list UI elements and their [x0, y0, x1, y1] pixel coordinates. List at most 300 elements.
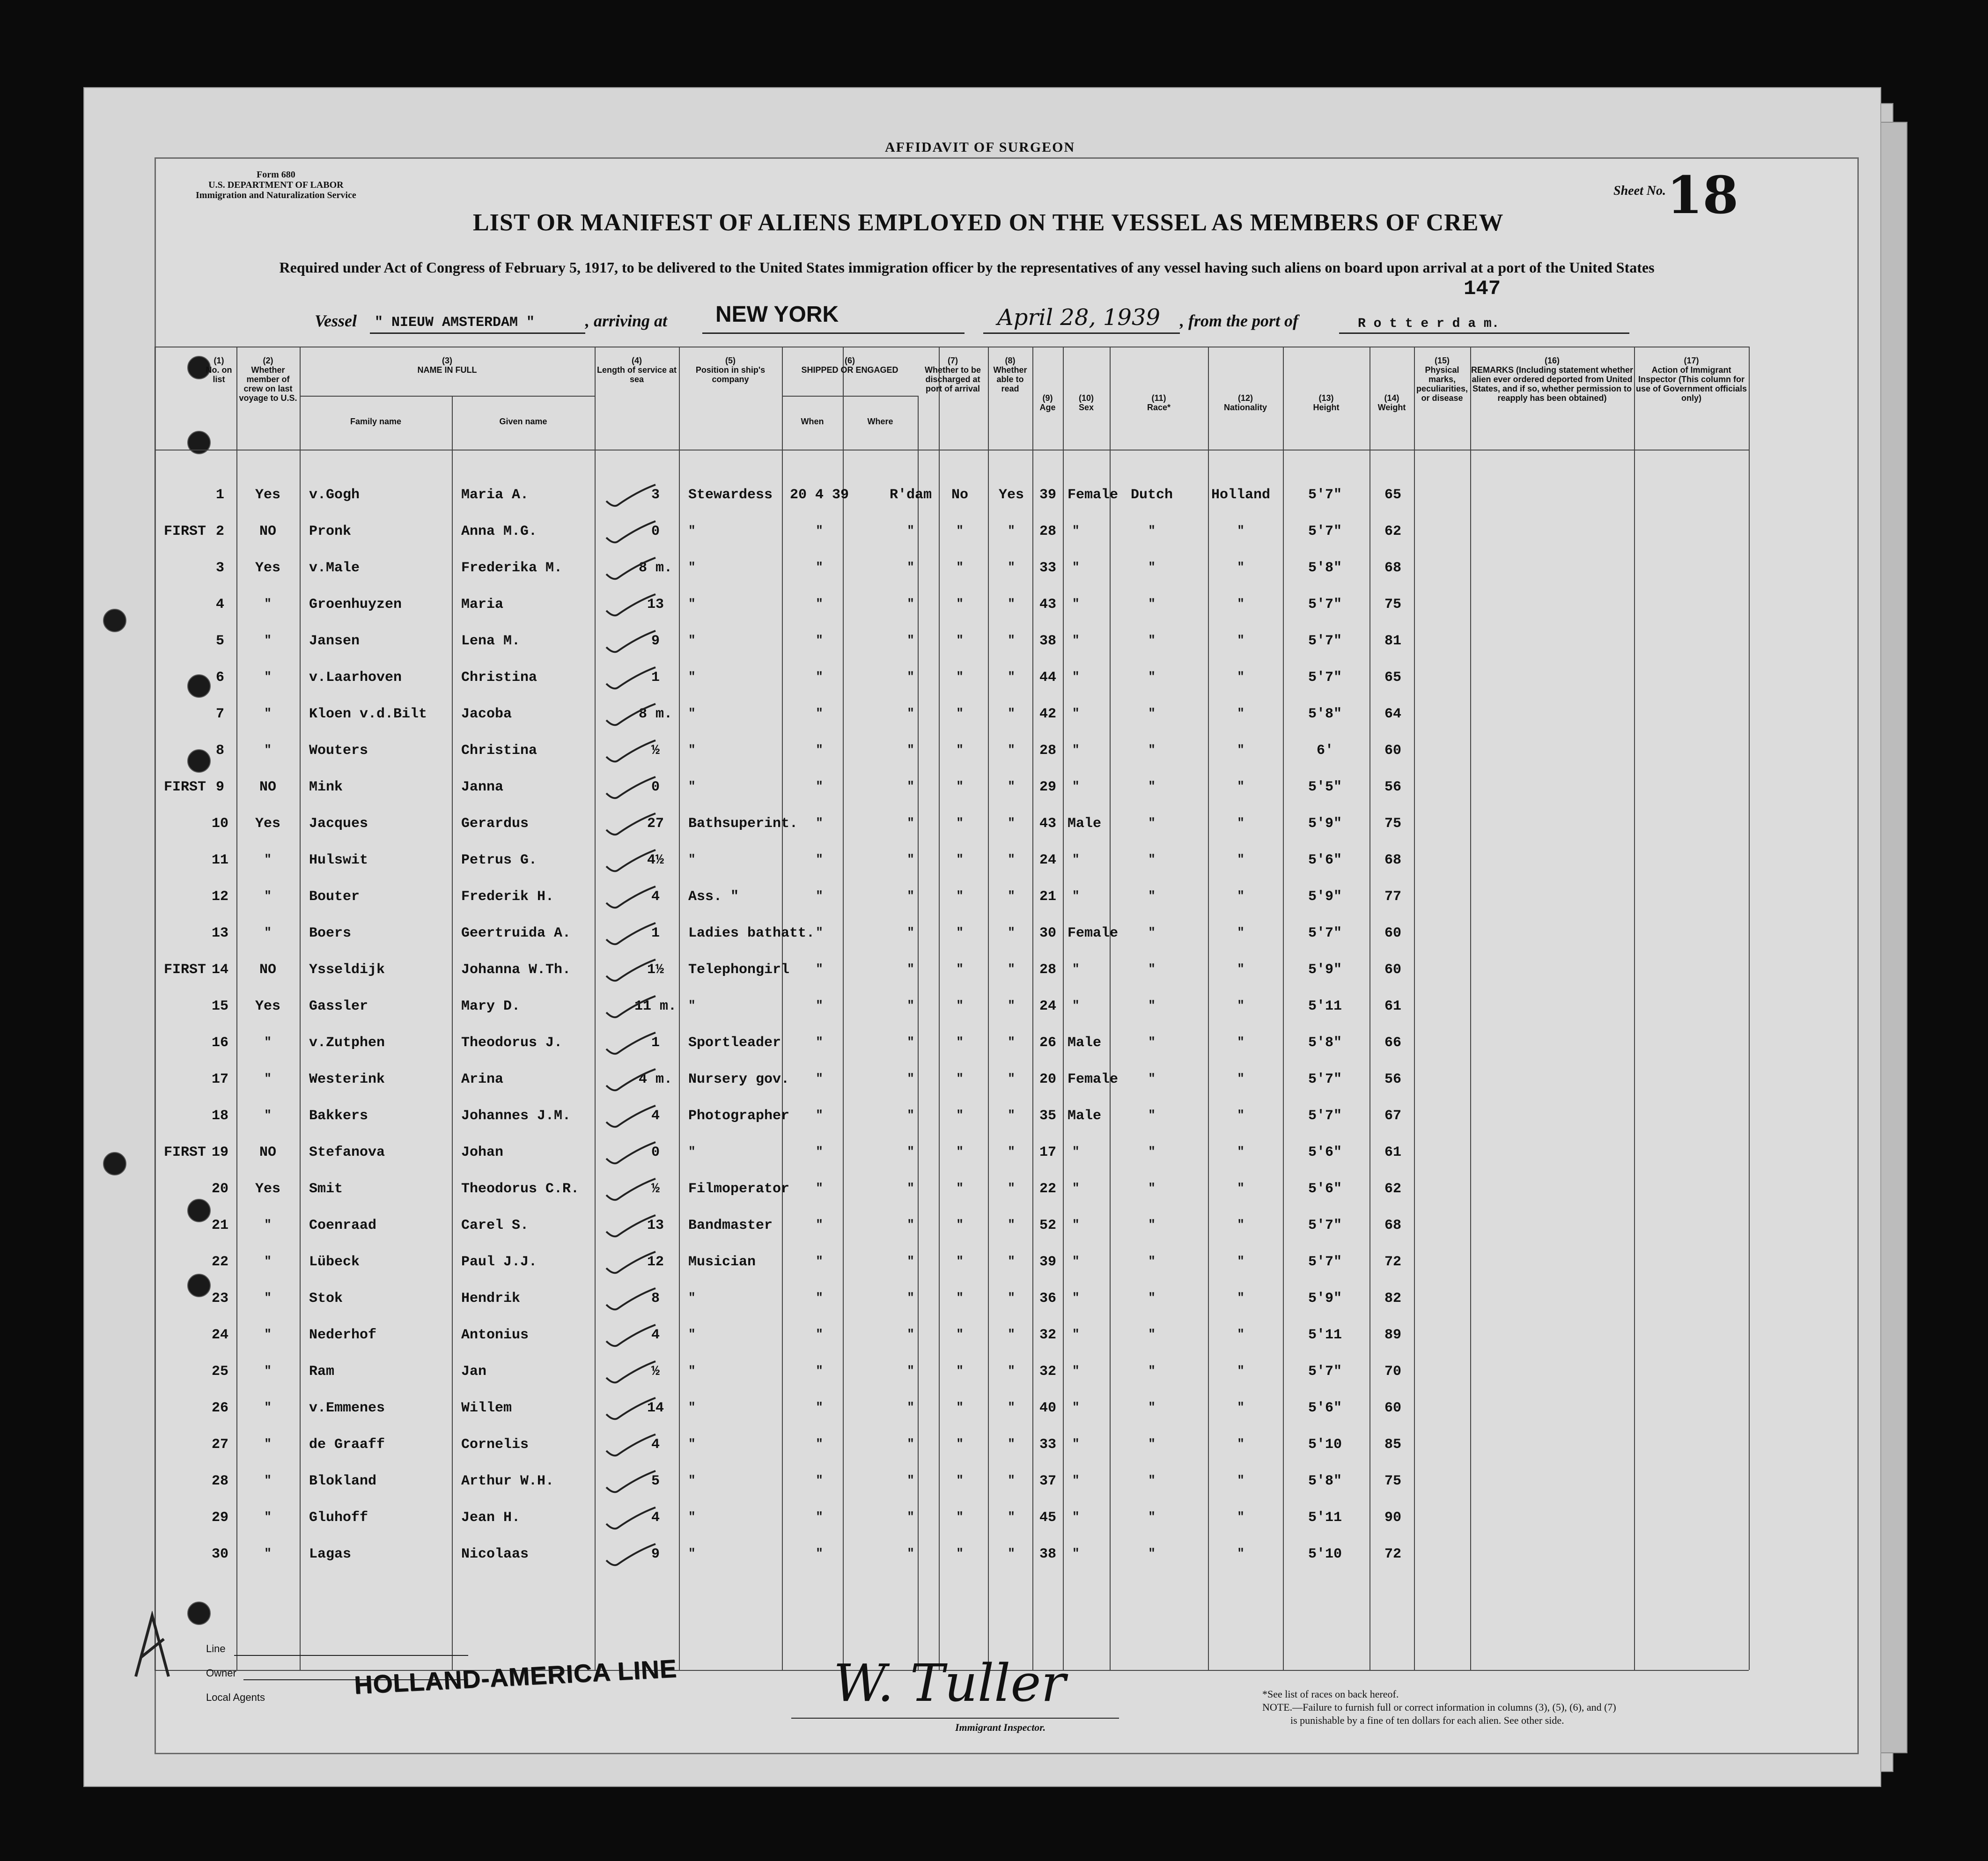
cell-where: ": [907, 779, 914, 793]
cell-race: ": [1148, 1291, 1156, 1305]
column-header: [918, 356, 988, 393]
cell-given: Antonius: [461, 1327, 529, 1343]
check-mark-icon: [604, 1030, 660, 1058]
cell-nationality: ": [1237, 1071, 1244, 1086]
cell-margin: FIRST: [164, 1145, 206, 1160]
cell-sex: ": [1072, 962, 1080, 976]
cell-nationality: ": [1237, 779, 1244, 793]
cell-age: 44: [1039, 670, 1056, 686]
column-header: [236, 356, 300, 403]
cell-position: ": [688, 1145, 696, 1159]
cell-family: Ysseldijk: [309, 962, 385, 978]
check-mark-icon: [604, 1542, 660, 1570]
cell-position: Sportleader: [688, 1035, 781, 1051]
cell-no: 2: [215, 524, 224, 539]
cell-when: ": [816, 597, 823, 611]
cell-age: 39: [1039, 487, 1056, 503]
cell-race: ": [1148, 925, 1156, 939]
cell-given: Maria A.: [461, 487, 529, 503]
cell-nationality: ": [1237, 889, 1244, 903]
column-label: No. on list: [206, 365, 232, 384]
binder-hole: [103, 609, 126, 632]
cell-read: ": [1008, 1218, 1015, 1232]
cell-sex: ": [1072, 1291, 1080, 1305]
cell-height: 5'8": [1308, 560, 1342, 576]
cell-service: 4: [651, 1327, 660, 1343]
cell-read: ": [1008, 925, 1015, 939]
cell-given: Arina: [461, 1071, 504, 1087]
cell-sex: ": [1072, 743, 1080, 757]
cell-given: Johan: [461, 1145, 504, 1160]
cell-prev: ": [264, 1108, 272, 1122]
cell-nationality: ": [1237, 852, 1244, 866]
column-header: [782, 356, 918, 375]
cell-read: ": [1008, 1546, 1015, 1560]
column-header: [300, 417, 452, 426]
cell-service: ½: [651, 743, 660, 759]
cell-sex: Male: [1068, 816, 1102, 832]
cell-position: ": [688, 670, 696, 684]
cell-read: ": [1008, 1145, 1015, 1159]
cell-race: ": [1148, 1364, 1156, 1378]
cell-height: 5'7": [1308, 1364, 1342, 1380]
cell-family: Westerink: [309, 1071, 385, 1087]
cell-nationality: ": [1237, 706, 1244, 720]
cell-race: ": [1148, 1071, 1156, 1086]
cell-race: ": [1148, 597, 1156, 611]
cell-where: ": [907, 1364, 914, 1378]
cell-position: ": [688, 852, 696, 866]
column-header: [1063, 393, 1110, 412]
cell-age: 38: [1039, 1546, 1056, 1562]
cell-position: ": [688, 1364, 696, 1378]
column-number: (2): [263, 356, 273, 365]
cell-margin: FIRST: [164, 524, 206, 539]
cell-prev: Yes: [255, 1181, 280, 1197]
vessel-label: Vessel: [315, 311, 357, 330]
races-note: *See list of races on back hereof.: [1262, 1688, 1399, 1700]
cell-given: Jan: [461, 1364, 487, 1380]
binder-hole: [187, 1602, 211, 1625]
check-mark-icon: [604, 555, 660, 583]
cell-position: ": [688, 1327, 696, 1341]
cell-service: ½: [651, 1364, 660, 1380]
cell-sex: ": [1072, 1254, 1080, 1268]
column-number: (13): [1318, 393, 1334, 403]
cell-race: ": [1148, 1145, 1156, 1159]
cell-nationality: ": [1237, 1364, 1244, 1378]
inspector-signature: W. Tuller: [833, 1653, 1066, 1713]
cell-position: Ladies bathatt.: [688, 925, 815, 941]
page-title: LIST OR MANIFEST OF ALIENS EMPLOYED ON THE VESSEL AS MEMBERS OF CREW: [473, 209, 1504, 236]
cell-age: 39: [1039, 1254, 1056, 1270]
cell-read: ": [1008, 816, 1015, 830]
cell-when: ": [816, 1108, 823, 1122]
cell-weight: 61: [1384, 998, 1401, 1014]
cell-when: ": [816, 670, 823, 684]
cell-sex: ": [1072, 633, 1080, 647]
grid-vertical-line: [1634, 347, 1635, 1670]
cell-where: ": [907, 962, 914, 976]
department-name: U.S. DEPARTMENT OF LABOR: [208, 180, 344, 190]
cell-height: 5'7": [1308, 487, 1342, 503]
cell-prev: ": [264, 925, 272, 939]
cell-where: ": [907, 1546, 914, 1560]
cell-nationality: ": [1237, 1108, 1244, 1122]
cell-service: 1: [651, 1035, 660, 1051]
check-mark-icon: [604, 1103, 660, 1131]
cell-height: 5'7": [1308, 1254, 1342, 1270]
cell-read: ": [1008, 889, 1015, 903]
cell-family: Kloen v.d.Bilt: [309, 706, 427, 722]
cell-when: ": [816, 889, 823, 903]
cell-weight: 72: [1384, 1254, 1401, 1270]
cell-nationality: ": [1237, 1218, 1244, 1232]
cell-discharge: ": [956, 560, 964, 574]
cell-no: 10: [211, 816, 228, 832]
arriving-port: NEW YORK: [715, 302, 839, 327]
cell-service: 11 m.: [634, 998, 677, 1014]
cell-service: 8 m.: [638, 706, 672, 722]
cell-family: Bouter: [309, 889, 360, 905]
holland-america-line-stamp: HOLLAND-AMERICA LINE: [353, 1654, 678, 1700]
cell-height: 5'8": [1308, 706, 1342, 722]
cell-when: ": [816, 1327, 823, 1341]
check-mark-icon: [604, 1396, 660, 1424]
group-divider-line: [300, 396, 595, 397]
cell-where: R'dam: [889, 487, 932, 503]
cell-when: ": [816, 1035, 823, 1049]
cell-where: ": [907, 743, 914, 757]
cell-family: Mink: [309, 779, 343, 795]
cell-sex: Female: [1068, 925, 1119, 941]
cell-service: 4: [651, 1437, 660, 1453]
cell-height: 6': [1316, 743, 1333, 759]
pencil-mark-icon: [131, 1611, 173, 1681]
cell-read: ": [1008, 1108, 1015, 1122]
cell-family: Nederhof: [309, 1327, 377, 1343]
cell-position: ": [688, 1400, 696, 1414]
cell-prev: ": [264, 889, 272, 903]
cell-height: 5'7": [1308, 670, 1342, 686]
check-mark-icon: [604, 1286, 660, 1314]
cell-service: 5: [651, 1473, 660, 1489]
check-mark-icon: [604, 994, 660, 1022]
cell-height: 5'6": [1308, 1181, 1342, 1197]
cell-weight: 65: [1384, 487, 1401, 503]
cell-discharge: ": [956, 1071, 964, 1086]
cell-read: ": [1008, 1510, 1015, 1524]
cell-discharge: ": [956, 998, 964, 1012]
cell-given: Nicolaas: [461, 1546, 529, 1562]
cell-no: 8: [215, 743, 224, 759]
cell-discharge: ": [956, 1364, 964, 1378]
column-label: Position in ship's company: [695, 365, 766, 384]
cell-race: ": [1148, 1254, 1156, 1268]
cell-sex: Male: [1068, 1035, 1102, 1051]
cell-service: 4: [651, 1108, 660, 1124]
cell-given: Geertruida A.: [461, 925, 571, 941]
cell-race: ": [1148, 1510, 1156, 1524]
cell-given: Theodorus J.: [461, 1035, 563, 1051]
cell-when: ": [816, 852, 823, 866]
cell-where: ": [907, 1218, 914, 1232]
cell-height: 5'11: [1308, 1510, 1342, 1526]
cell-age: 28: [1039, 743, 1056, 759]
cell-nationality: ": [1237, 816, 1244, 830]
cell-service: 4 m.: [638, 1071, 672, 1087]
cell-nationality: ": [1237, 1145, 1244, 1159]
cell-weight: 75: [1384, 1473, 1401, 1489]
cell-weight: 62: [1384, 524, 1401, 539]
cell-discharge: ": [956, 633, 964, 647]
cell-service: 1: [651, 670, 660, 686]
cell-no: 28: [211, 1473, 228, 1489]
cell-when: ": [816, 1071, 823, 1086]
service-name: Immigration and Naturalization Service: [196, 190, 356, 200]
cell-read: ": [1008, 779, 1015, 793]
cell-weight: 56: [1384, 779, 1401, 795]
cell-discharge: ": [956, 597, 964, 611]
cell-family: Coenraad: [309, 1218, 377, 1233]
column-header: [782, 417, 843, 426]
cell-height: 5'8": [1308, 1035, 1342, 1051]
cell-read: ": [1008, 560, 1015, 574]
cell-where: ": [907, 1181, 914, 1195]
cell-family: v.Laarhoven: [309, 670, 402, 686]
column-label: Where: [867, 417, 893, 426]
from-port: R o t t e r d a m.: [1358, 317, 1500, 331]
cell-where: ": [907, 925, 914, 939]
cell-prev: Yes: [255, 487, 280, 503]
cell-service: 1: [651, 925, 660, 941]
cell-family: Smit: [309, 1181, 343, 1197]
cell-read: ": [1008, 1035, 1015, 1049]
cell-nationality: ": [1237, 633, 1244, 647]
cell-sex: ": [1072, 524, 1080, 538]
column-number: (16): [1544, 356, 1560, 365]
cell-age: 43: [1039, 597, 1056, 613]
cell-family: Pronk: [309, 524, 352, 539]
cell-position: ": [688, 560, 696, 574]
page-subtitle: Required under Act of Congress of February 5, 1917, to be delivered to the United States immigration officer by the representatives of any vessel having such aliens on board upon arrival at a port of the United States: [279, 259, 1655, 276]
cell-given: Willem: [461, 1400, 512, 1416]
cell-service: 4: [651, 1510, 660, 1526]
cell-position: ": [688, 597, 696, 611]
cell-discharge: ": [956, 670, 964, 684]
cell-read: ": [1008, 1364, 1015, 1378]
cell-race: ": [1148, 1181, 1156, 1195]
cell-read: ": [1008, 670, 1015, 684]
column-label: Given name: [499, 417, 547, 426]
cell-position: Ass. ": [688, 889, 739, 905]
cell-position: Musician: [688, 1254, 756, 1270]
binder-hole: [103, 1152, 126, 1175]
cell-family: Hulswit: [309, 852, 368, 868]
cell-position: ": [688, 706, 696, 720]
cell-when: ": [816, 925, 823, 939]
cell-nationality: ": [1237, 1291, 1244, 1305]
cell-age: 45: [1039, 1510, 1056, 1526]
cell-discharge: ": [956, 852, 964, 866]
check-mark-icon: [604, 1505, 660, 1533]
column-number: (9): [1042, 393, 1053, 403]
column-number: (1): [214, 356, 224, 365]
cell-no: 19: [211, 1145, 228, 1160]
cell-weight: 66: [1384, 1035, 1401, 1051]
cell-where: ": [907, 633, 914, 647]
footer-note: [1262, 1688, 1754, 1727]
cell-when: ": [816, 1254, 823, 1268]
signature-underline: [791, 1718, 1119, 1719]
cell-age: 20: [1039, 1071, 1056, 1087]
cell-where: ": [907, 852, 914, 866]
cell-sex: Male: [1068, 1108, 1102, 1124]
cell-race: ": [1148, 998, 1156, 1012]
cell-family: Gassler: [309, 998, 368, 1014]
cell-discharge: ": [956, 743, 964, 757]
cell-position: ": [688, 1546, 696, 1560]
cell-service: 3: [651, 487, 660, 503]
cell-sex: ": [1072, 560, 1080, 574]
cell-race: ": [1148, 743, 1156, 757]
column-label: Race*: [1147, 403, 1171, 412]
cell-where: ": [907, 524, 914, 538]
cell-no: 18: [211, 1108, 228, 1124]
cell-no: 25: [211, 1364, 228, 1380]
cell-weight: 60: [1384, 962, 1401, 978]
cell-weight: 62: [1384, 1181, 1401, 1197]
cell-weight: 81: [1384, 633, 1401, 649]
cell-family: Lagas: [309, 1546, 352, 1562]
cell-where: ": [907, 1108, 914, 1122]
column-number: (6): [845, 356, 855, 365]
cell-when: ": [816, 1145, 823, 1159]
cell-read: ": [1008, 962, 1015, 976]
check-mark-icon: [604, 811, 660, 839]
cell-family: Bakkers: [309, 1108, 368, 1124]
cell-sex: ": [1072, 670, 1080, 684]
cell-race: ": [1148, 889, 1156, 903]
cell-read: ": [1008, 1291, 1015, 1305]
cell-read: ": [1008, 1473, 1015, 1487]
cell-service: 8: [651, 1291, 660, 1307]
cell-family: Groenhuyzen: [309, 597, 402, 613]
cell-height: 5'9": [1308, 889, 1342, 905]
cell-race: ": [1148, 1035, 1156, 1049]
grid-vertical-line: [1749, 347, 1750, 1670]
check-mark-icon: [604, 884, 660, 912]
cell-prev: ": [264, 1327, 272, 1341]
cell-read: ": [1008, 633, 1015, 647]
cell-prev: NO: [259, 1145, 276, 1160]
column-label: Height: [1313, 403, 1340, 412]
column-number: (10): [1078, 393, 1094, 403]
cell-prev: ": [264, 706, 272, 720]
cell-given: Johanna W.Th.: [461, 962, 571, 978]
cell-sex: Female: [1068, 1071, 1119, 1087]
cell-prev: ": [264, 1437, 272, 1451]
cell-sex: ": [1072, 1546, 1080, 1560]
cell-race: ": [1148, 706, 1156, 720]
cell-age: 28: [1039, 524, 1056, 539]
column-label: Sex: [1078, 403, 1094, 412]
cell-discharge: ": [956, 1035, 964, 1049]
cell-race: ": [1148, 1218, 1156, 1232]
check-mark-icon: [604, 628, 660, 657]
cell-prev: Yes: [255, 998, 280, 1014]
penalty-note: NOTE.—Failure to furnish full or correct information in columns (3), (5), (6), and (7): [1262, 1701, 1616, 1713]
check-mark-icon: [604, 1469, 660, 1497]
vessel-name: " NIEUW AMSTERDAM ": [375, 315, 535, 331]
cell-when: ": [816, 1437, 823, 1451]
cell-sex: ": [1072, 1400, 1080, 1414]
cell-where: ": [907, 1291, 914, 1305]
cell-discharge: ": [956, 1437, 964, 1451]
column-label: Family name: [350, 417, 402, 426]
cell-discharge: ": [956, 1510, 964, 1524]
immigrant-inspector-label: Immigrant Inspector.: [955, 1721, 1046, 1733]
cell-race: ": [1148, 1473, 1156, 1487]
binder-hole: [187, 431, 211, 454]
cell-no: 7: [215, 706, 224, 722]
cell-read: ": [1008, 1400, 1015, 1414]
cell-service: 13: [647, 1218, 664, 1233]
cell-nationality: ": [1237, 925, 1244, 939]
cell-when: ": [816, 1546, 823, 1560]
cell-age: 33: [1039, 1437, 1056, 1453]
grid-vertical-line: [595, 347, 596, 1670]
cell-nationality: Holland: [1211, 487, 1271, 503]
cell-sex: ": [1072, 1473, 1080, 1487]
cell-nationality: ": [1237, 560, 1244, 574]
cell-nationality: ": [1237, 962, 1244, 976]
cell-service: 4½: [647, 852, 664, 868]
cell-age: 40: [1039, 1400, 1056, 1416]
column-label: SHIPPED OR ENGAGED: [801, 365, 898, 375]
cell-height: 5'7": [1308, 524, 1342, 539]
cell-position: Bandmaster: [688, 1218, 773, 1233]
cell-age: 38: [1039, 633, 1056, 649]
cell-discharge: ": [956, 779, 964, 793]
cell-read: ": [1008, 524, 1015, 538]
cell-age: 28: [1039, 962, 1056, 978]
cell-position: ": [688, 998, 696, 1012]
cell-family: Jansen: [309, 633, 360, 649]
list-number: 147: [1464, 277, 1501, 301]
cell-service: 1½: [647, 962, 664, 978]
cell-nationality: ": [1237, 1181, 1244, 1195]
cell-family: Lübeck: [309, 1254, 360, 1270]
cell-when: ": [816, 743, 823, 757]
cell-sex: ": [1072, 1327, 1080, 1341]
column-header: [679, 356, 782, 384]
cell-family: Ram: [309, 1364, 335, 1380]
cell-age: 32: [1039, 1364, 1056, 1380]
cell-where: ": [907, 998, 914, 1012]
cell-age: 29: [1039, 779, 1056, 795]
cell-read: ": [1008, 706, 1015, 720]
cell-height: 5'9": [1308, 1291, 1342, 1307]
cell-age: 43: [1039, 816, 1056, 832]
cell-prev: ": [264, 597, 272, 611]
column-label: REMARKS (Including statement whether alien ever ordered deported from United States, and if so, whether permission to reapply has been obtained): [1471, 365, 1634, 403]
cell-given: Anna M.G.: [461, 524, 537, 539]
cell-given: Theodorus C.R.: [461, 1181, 580, 1197]
column-label: Nationality: [1223, 403, 1267, 412]
cell-weight: 77: [1384, 889, 1401, 905]
cell-prev: ": [264, 1400, 272, 1414]
